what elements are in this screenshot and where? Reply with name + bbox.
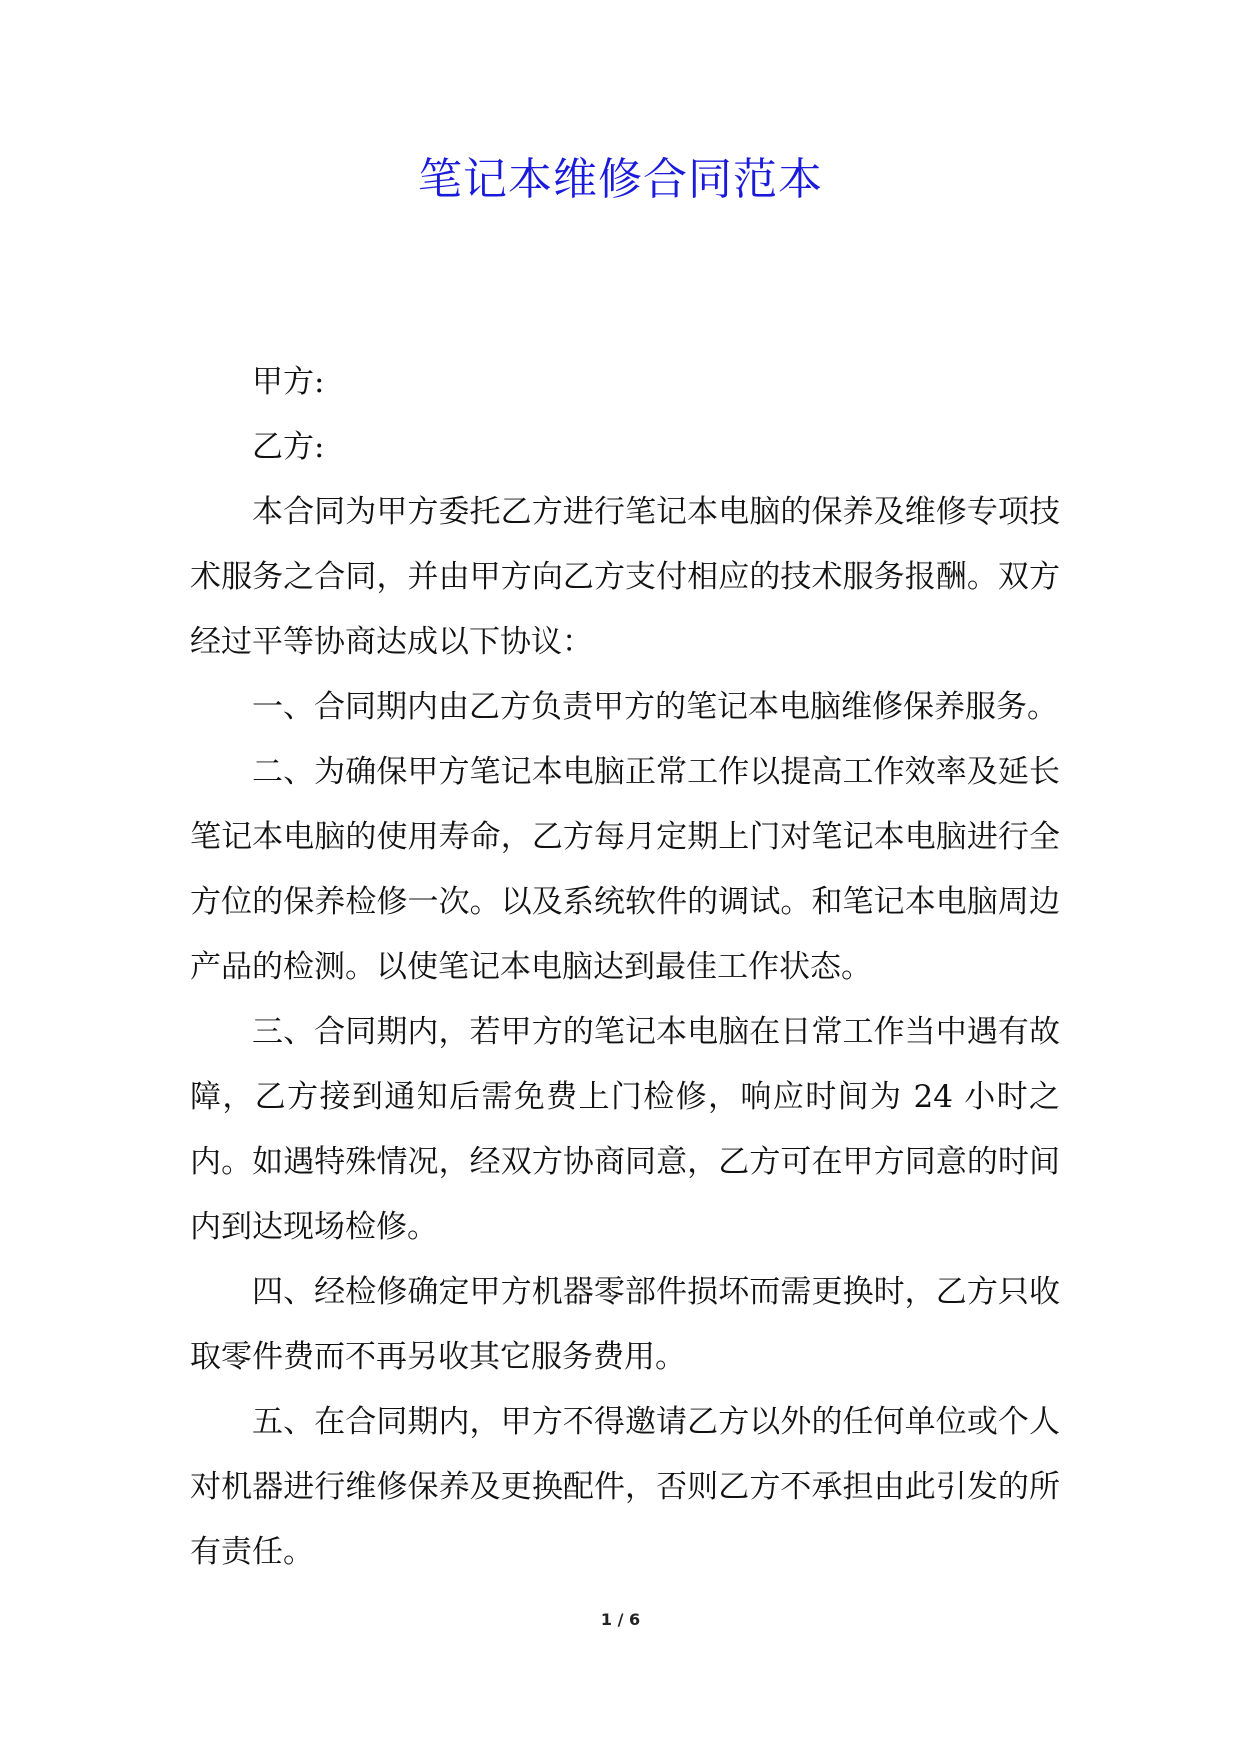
party-a-line: 甲方: bbox=[252, 364, 325, 400]
paragraph-intro: 本合同为甲方委托乙方进行笔记本电脑的保养及维修专项技术服务之合同，并由甲方向乙方支付相应的技术服务报酬。双方经过平等协商达成以下协议： bbox=[190, 494, 1060, 660]
paragraph-clause-4: 四、经检修确定甲方机器零部件损坏而需更换时，乙方只收取零件费而不再另收其它服务费用。 bbox=[190, 1274, 1060, 1375]
party-b-line: 乙方: bbox=[252, 429, 325, 465]
paragraph-clause-1: 一、合同期内由乙方负责甲方的笔记本电脑维修保养服务。 bbox=[252, 689, 1058, 725]
paragraph-clause-5: 五、在合同期内，甲方不得邀请乙方以外的任何单位或个人对机器进行维修保养及更换配件，否则乙方不承担由此引发的所有责任。 bbox=[190, 1404, 1060, 1570]
paragraph-clause-3: 三、合同期内，若甲方的笔记本电脑在日常工作当中遇有故障，乙方接到通知后需免费上门检修，响应时间为 24 小时之内。如遇特殊情况，经双方协商同意，乙方可在甲方同意的时间内到达现场检修。 bbox=[190, 1014, 1060, 1245]
document-body bbox=[190, 350, 1060, 1585]
document-title: 笔记本维修合同范本 bbox=[418, 154, 823, 205]
page-number: 1 / 6 bbox=[600, 1610, 641, 1629]
paragraph-clause-2: 二、为确保甲方笔记本电脑正常工作以提高工作效率及延长笔记本电脑的使用寿命，乙方每月定期上门对笔记本电脑进行全方位的保养检修一次。以及系统软件的调试。和笔记本电脑周边产品的检测。以使笔记本电脑达到最佳工作状态。 bbox=[190, 754, 1060, 985]
